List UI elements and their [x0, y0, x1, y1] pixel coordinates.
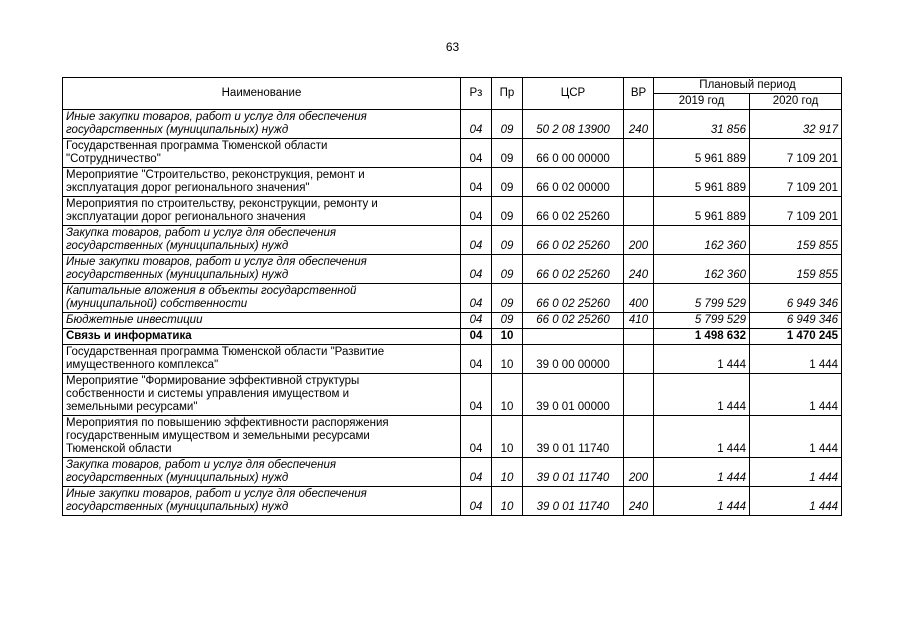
- row-vr-cell: [624, 416, 654, 458]
- row-name-cell: [63, 139, 461, 168]
- row-2020-cell: [750, 313, 842, 329]
- row-name-cell: [63, 458, 461, 487]
- row-2020-cell: [750, 374, 842, 416]
- row-csr-cell: [523, 329, 624, 345]
- row-2020-cell-text: 7 109 201: [786, 182, 839, 194]
- row-rz-cell-text: 04: [469, 443, 483, 455]
- header-name: Наименование: [63, 78, 461, 110]
- row-name-cell-text: Капитальные вложения в объекты государственной (муниципальной) собственности: [66, 285, 357, 310]
- row-2019-cell: [654, 416, 750, 458]
- row-name-cell: [63, 416, 461, 458]
- row-vr-cell-text: 400: [628, 298, 649, 310]
- row-csr-cell-text: 39 0 00 00000: [536, 359, 610, 371]
- row-vr-cell: [624, 313, 654, 329]
- page-number: 63: [445, 40, 460, 54]
- row-vr-cell-text: 240: [628, 124, 649, 136]
- row-2020-cell: [750, 458, 842, 487]
- row-pr-cell: [492, 168, 523, 197]
- row-csr-cell-text: 50 2 08 13900: [536, 124, 610, 136]
- table-row: [63, 284, 842, 313]
- row-pr-cell: [492, 416, 523, 458]
- table-row: [63, 487, 842, 516]
- row-vr-cell: [624, 255, 654, 284]
- row-rz-cell-text: 04: [469, 124, 483, 136]
- row-rz-cell: [461, 110, 492, 139]
- row-rz-cell-text: 04: [469, 298, 483, 310]
- table-row: [63, 345, 842, 374]
- row-2020-cell-text: 159 855: [796, 269, 839, 281]
- row-name-cell-text: Государственная программа Тюменской области "Сотрудничество": [66, 140, 328, 165]
- row-pr-cell: [492, 487, 523, 516]
- row-csr-cell-text: 39 0 01 11740: [536, 443, 610, 455]
- header-rz: Рз: [461, 78, 492, 110]
- row-name-cell: [63, 197, 461, 226]
- row-rz-cell: [461, 226, 492, 255]
- row-2020-cell: [750, 416, 842, 458]
- row-2020-cell-text: 7 109 201: [786, 153, 839, 165]
- row-name-cell-text: Связь и информатика: [66, 330, 192, 342]
- row-rz-cell: [461, 458, 492, 487]
- row-name-cell-text: Мероприятия по повышению эффективности распоряжения государственным имуществом и земельными ресурсами Тюменской области: [66, 417, 389, 455]
- row-2019-cell-text: 1 444: [717, 472, 746, 484]
- row-2020-cell: [750, 487, 842, 516]
- row-name-cell-text: Мероприятие "Строительство, реконструкция, ремонт и эксплуатация дорог регионального значения": [66, 169, 365, 194]
- row-pr-cell-text: 09: [500, 298, 514, 310]
- row-name-cell-text: Иные закупки товаров, работ и услуг для обеспечения государственных (муниципальных) нужд: [66, 256, 367, 281]
- row-name-cell-text: Иные закупки товаров, работ и услуг для обеспечения государственных (муниципальных) нужд: [66, 111, 367, 136]
- row-rz-cell-text: 04: [469, 314, 483, 326]
- row-csr-cell-text: 66 0 02 25260: [536, 240, 610, 252]
- row-2020-cell-text: 1 444: [809, 401, 839, 413]
- row-rz-cell-text: 04: [469, 182, 483, 194]
- row-2019-cell-text: 162 360: [704, 240, 746, 252]
- row-2019-cell-text: 31 856: [710, 124, 746, 136]
- table-row: [63, 255, 842, 284]
- row-name-cell: [63, 110, 461, 139]
- row-csr-cell: [523, 255, 624, 284]
- row-pr-cell: [492, 329, 523, 345]
- row-pr-cell: [492, 226, 523, 255]
- row-pr-cell-text: 10: [500, 359, 514, 371]
- row-2019-cell: [654, 345, 750, 374]
- row-vr-cell: [624, 458, 654, 487]
- table-row: [63, 139, 842, 168]
- row-2019-cell: [654, 226, 750, 255]
- row-vr-cell: [624, 110, 654, 139]
- budget-table: [62, 77, 842, 516]
- row-2019-cell: [654, 168, 750, 197]
- row-2019-cell-text: 1 444: [717, 443, 746, 455]
- row-name-cell-text: Иные закупки товаров, работ и услуг для обеспечения государственных (муниципальных) нужд: [66, 488, 367, 513]
- row-rz-cell-text: 04: [469, 211, 483, 223]
- row-2020-cell-text: 7 109 201: [786, 211, 839, 223]
- row-2019-cell: [654, 197, 750, 226]
- row-pr-cell: [492, 139, 523, 168]
- row-pr-cell: [492, 110, 523, 139]
- row-rz-cell: [461, 168, 492, 197]
- row-pr-cell-text: 09: [500, 153, 514, 165]
- row-vr-cell: [624, 374, 654, 416]
- row-rz-cell: [461, 255, 492, 284]
- row-pr-cell-text: 10: [500, 472, 514, 484]
- row-pr-cell: [492, 255, 523, 284]
- table-row: [63, 197, 842, 226]
- row-csr-cell: [523, 110, 624, 139]
- row-pr-cell-text: 10: [500, 443, 514, 455]
- row-2019-cell: [654, 110, 750, 139]
- row-rz-cell-text: 04: [469, 401, 483, 413]
- header-year-2020: 2020 год: [750, 94, 842, 110]
- row-csr-cell: [523, 139, 624, 168]
- table-row: [63, 168, 842, 197]
- row-2020-cell-text: 1 444: [809, 472, 839, 484]
- row-csr-cell: [523, 284, 624, 313]
- row-rz-cell: [461, 329, 492, 345]
- row-vr-cell: [624, 345, 654, 374]
- row-csr-cell: [523, 416, 624, 458]
- row-csr-cell: [523, 168, 624, 197]
- row-2019-cell: [654, 284, 750, 313]
- row-rz-cell: [461, 374, 492, 416]
- row-pr-cell: [492, 345, 523, 374]
- row-pr-cell-text: 10: [500, 401, 514, 413]
- table-row: [63, 313, 842, 329]
- row-csr-cell: [523, 345, 624, 374]
- table-row: [63, 226, 842, 255]
- table-row: [63, 458, 842, 487]
- row-2020-cell: [750, 197, 842, 226]
- row-csr-cell: [523, 226, 624, 255]
- row-rz-cell-text: 04: [469, 153, 483, 165]
- row-name-cell-text: Мероприятия по строительству, реконструкции, ремонту и эксплуатации дорог регионального значения: [66, 198, 378, 223]
- row-rz-cell-text: 04: [469, 472, 483, 484]
- row-vr-cell: [624, 329, 654, 345]
- row-2019-cell: [654, 329, 750, 345]
- table-body: [63, 110, 842, 516]
- row-csr-cell-text: 39 0 01 00000: [536, 401, 610, 413]
- row-vr-cell-text: 240: [628, 501, 649, 513]
- row-2019-cell-text: 5 961 889: [694, 211, 746, 223]
- row-vr-cell-text: 410: [628, 314, 649, 326]
- row-2020-cell: [750, 284, 842, 313]
- row-pr-cell: [492, 197, 523, 226]
- row-2019-cell-text: 5 799 529: [694, 298, 746, 310]
- row-2019-cell-text: 1 444: [717, 359, 746, 371]
- header-pr: Пр: [492, 78, 523, 110]
- row-2020-cell: [750, 110, 842, 139]
- row-2020-cell-text: 1 444: [809, 359, 839, 371]
- row-pr-cell: [492, 458, 523, 487]
- row-pr-cell-text: 09: [500, 124, 514, 136]
- row-csr-cell: [523, 197, 624, 226]
- row-name-cell-text: Государственная программа Тюменской области "Развитие имущественного комплекса": [66, 346, 385, 371]
- row-2020-cell-text: 6 949 346: [786, 314, 839, 326]
- row-rz-cell: [461, 487, 492, 516]
- table-row: [63, 374, 842, 416]
- row-rz-cell: [461, 139, 492, 168]
- row-vr-cell-text: 200: [628, 472, 649, 484]
- table-header: [63, 78, 842, 110]
- row-2020-cell-text: 1 444: [809, 501, 839, 513]
- row-pr-cell: [492, 284, 523, 313]
- row-rz-cell: [461, 197, 492, 226]
- row-name-cell: [63, 313, 461, 329]
- row-2020-cell-text: 1 444: [809, 443, 839, 455]
- row-csr-cell: [523, 374, 624, 416]
- row-name-cell: [63, 329, 461, 345]
- row-csr-cell-text: 66 0 02 25260: [536, 298, 610, 310]
- table-row: [63, 110, 842, 139]
- row-rz-cell: [461, 345, 492, 374]
- row-rz-cell: [461, 313, 492, 329]
- row-pr-cell-text: 09: [500, 314, 514, 326]
- row-csr-cell-text: 66 0 02 00000: [536, 182, 610, 194]
- row-2020-cell-text: 6 949 346: [786, 298, 839, 310]
- row-pr-cell-text: 09: [500, 182, 514, 194]
- row-name-cell-text: Бюджетные инвестиции: [66, 314, 203, 326]
- row-pr-cell-text: 09: [500, 269, 514, 281]
- row-rz-cell-text: 04: [469, 359, 483, 371]
- row-rz-cell-text: 04: [469, 240, 483, 252]
- row-pr-cell-text: 10: [500, 501, 514, 513]
- header-plan-period: Плановый период: [654, 78, 842, 94]
- row-2020-cell: [750, 226, 842, 255]
- row-2020-cell: [750, 255, 842, 284]
- row-2019-cell: [654, 139, 750, 168]
- row-vr-cell: [624, 487, 654, 516]
- table-row: [63, 416, 842, 458]
- row-name-cell: [63, 374, 461, 416]
- row-2020-cell-text: 1 470 245: [786, 330, 839, 342]
- row-rz-cell-text: 04: [469, 501, 483, 513]
- row-pr-cell: [492, 313, 523, 329]
- row-pr-cell-text: 10: [500, 330, 514, 342]
- header-vr: ВР: [624, 78, 654, 110]
- row-name-cell: [63, 255, 461, 284]
- row-2020-cell: [750, 329, 842, 345]
- row-csr-cell-text: 66 0 02 25260: [536, 269, 610, 281]
- row-pr-cell-text: 09: [500, 240, 514, 252]
- row-2019-cell: [654, 255, 750, 284]
- row-name-cell: [63, 226, 461, 255]
- row-rz-cell-text: 04: [469, 269, 483, 281]
- row-2020-cell-text: 32 917: [802, 124, 839, 136]
- row-2020-cell: [750, 168, 842, 197]
- row-2019-cell: [654, 487, 750, 516]
- row-pr-cell-text: 09: [500, 211, 514, 223]
- row-2019-cell-text: 1 498 632: [694, 330, 746, 342]
- row-name-cell: [63, 284, 461, 313]
- row-csr-cell: [523, 313, 624, 329]
- row-2019-cell: [654, 374, 750, 416]
- row-2019-cell-text: 5 799 529: [694, 314, 746, 326]
- row-name-cell-text: Мероприятие "Формирование эффективной структуры собственности и системы управления имуществом и земельными ресурсами": [66, 375, 360, 413]
- row-csr-cell-text: 39 0 01 11740: [536, 472, 610, 484]
- row-vr-cell-text: 240: [628, 269, 649, 281]
- row-2019-cell: [654, 313, 750, 329]
- row-2020-cell-text: 159 855: [796, 240, 839, 252]
- row-name-cell: [63, 487, 461, 516]
- row-pr-cell: [492, 374, 523, 416]
- row-csr-cell-text: 66 0 00 00000: [536, 153, 610, 165]
- row-vr-cell: [624, 197, 654, 226]
- row-vr-cell: [624, 284, 654, 313]
- row-csr-cell-text: 66 0 02 25260: [536, 211, 610, 223]
- row-2019-cell-text: 1 444: [717, 501, 746, 513]
- row-name-cell: [63, 345, 461, 374]
- row-name-cell-text: Закупка товаров, работ и услуг для обеспечения государственных (муниципальных) нужд: [66, 459, 337, 484]
- header-csr: ЦСР: [523, 78, 624, 110]
- row-2020-cell: [750, 139, 842, 168]
- row-name-cell-text: Закупка товаров, работ и услуг для обеспечения государственных (муниципальных) нужд: [66, 227, 337, 252]
- row-2019-cell-text: 5 961 889: [694, 153, 746, 165]
- row-2019-cell-text: 162 360: [704, 269, 746, 281]
- row-2019-cell: [654, 458, 750, 487]
- row-vr-cell-text: 200: [628, 240, 649, 252]
- row-rz-cell-text: 04: [469, 330, 483, 342]
- row-vr-cell: [624, 226, 654, 255]
- row-2020-cell: [750, 345, 842, 374]
- row-name-cell: [63, 168, 461, 197]
- row-2019-cell-text: 1 444: [717, 401, 746, 413]
- row-csr-cell: [523, 487, 624, 516]
- row-csr-cell: [523, 458, 624, 487]
- row-csr-cell-text: 66 0 02 25260: [536, 314, 610, 326]
- table-row: [63, 329, 842, 345]
- row-vr-cell: [624, 139, 654, 168]
- row-csr-cell-text: 39 0 01 11740: [536, 501, 610, 513]
- header-year-2019: 2019 год: [654, 94, 750, 110]
- row-vr-cell: [624, 168, 654, 197]
- row-2019-cell-text: 5 961 889: [694, 182, 746, 194]
- row-rz-cell: [461, 284, 492, 313]
- row-rz-cell: [461, 416, 492, 458]
